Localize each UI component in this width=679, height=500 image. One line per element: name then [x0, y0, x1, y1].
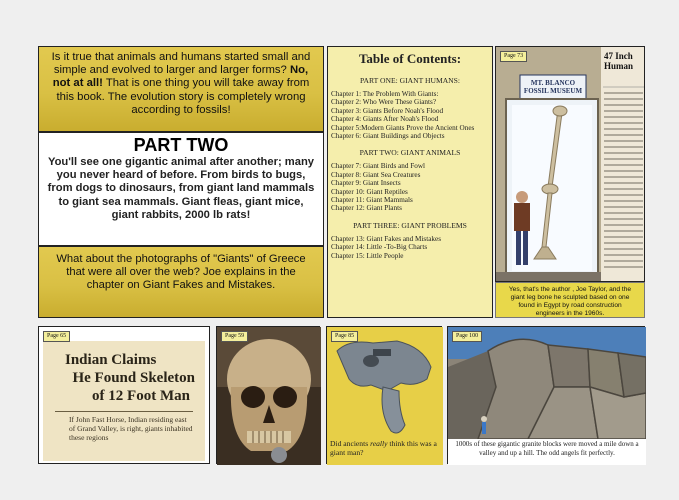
page-tag: Page 65: [43, 331, 70, 342]
granite-caption: 1000s of these gigantic granite blocks were moved a mile down a valley and up a hill. The odd angels fit perfectly.: [455, 440, 639, 457]
toc-chapter: Chapter 10: Giant Reptiles: [331, 187, 408, 196]
skull-photo-panel: [216, 326, 320, 464]
toc-part-one: PART ONE: GIANT HUMANS:: [359, 76, 461, 85]
museum-photo-panel: [495, 46, 645, 282]
caption-part: Did ancients: [330, 439, 371, 448]
part-two-panel: [38, 132, 324, 246]
toc-chapter: Chapter 14: Little -To-Big Charts: [331, 243, 428, 252]
giant-man-panel: [326, 326, 442, 464]
intro-text-2: That is one thing you will take away from this book. The evolution story is completely wrong according to fossils!: [56, 77, 310, 116]
toc-chapter: Chapter 11: Giant Mammals: [331, 196, 413, 205]
toc-chapter: Chapter 15: Little People: [331, 251, 404, 260]
author-caption: [495, 282, 645, 318]
author-caption-text: Yes, that's the author , Joe Taylor, and the giant leg bone he sculpted based on one found in Egypt by road construction engineers in the 1960s.: [508, 286, 632, 317]
toc-part-two: PART TWO: GIANT ANIMALS: [359, 148, 461, 158]
page-tag: Page 85: [331, 331, 358, 342]
giants-greece-panel: [38, 246, 324, 318]
part-two-text: You'll see one gigantic animal after another; many you never heard of before. From birds to bugs, from dogs to dinosaurs, from giant land mammals to giant sea mammals. Giant fleas, giant mice, giant rabbits, 2000 lb rats!: [47, 156, 315, 221]
caption-emphasis: really: [370, 439, 388, 448]
newspaper-clipping: [43, 341, 205, 461]
toc-chapter: Chapter 9: Giant Insects: [331, 179, 401, 188]
clipping-heading: [604, 51, 645, 71]
caption-part: think this was a giant man?: [330, 439, 437, 457]
toc-chapter: Chapter 1: The Problem With Giants:: [331, 90, 439, 98]
toc-chapter: Chapter 2: Who Were These Giants?: [331, 98, 437, 107]
page-tag: Page 100: [452, 331, 482, 342]
granite-blocks-panel: [447, 326, 645, 464]
toc-chapter: Chapter 5:Modern Giants Prove the Ancient Ones: [331, 123, 475, 132]
intro-text: Is it true that animals and humans started small and simple and evolved to larger and larger forms?: [51, 51, 311, 77]
intro-emphasis: No, not at all!: [52, 64, 309, 90]
part-two-heading: PART TWO: [133, 135, 229, 155]
museum-sign-line-1: MT. BLANCO: [530, 79, 576, 87]
toc-chapter: Chapter 6: Giant Buildings and Objects: [331, 132, 445, 141]
headline-line-2: He Found Skeleton: [72, 370, 195, 386]
museum-sign-line-2: FOSSIL MUSEUM: [523, 87, 583, 95]
newspaper-clipping-panel: [38, 326, 210, 464]
toc-chapter: Chapter 12: Giant Plants: [331, 204, 402, 213]
page-tag: Page 73: [500, 51, 527, 62]
giant-man-caption: [330, 439, 440, 457]
page-tag: Page 59: [221, 331, 248, 342]
toc-chapter: Chapter 4: Giants After Noah's Flood: [331, 115, 439, 124]
headline-line-1: Indian Claims: [65, 352, 157, 368]
toc-chapter: Chapter 7: Giant Birds and Fowl: [331, 162, 426, 171]
clipping-headline: [43, 341, 205, 405]
toc-chapter: Chapter 8: Giant Sea Creatures: [331, 170, 421, 179]
giants-greece-text: What about the photographs of "Giants" of Greece that were all over the web? Joe explains in the chapter on Giant Fakes and Mistakes.: [56, 253, 306, 292]
toc-chapter: Chapter 3: Giants Before Noah's Flood: [331, 106, 444, 115]
clipping-heading-line-2: Human: [604, 61, 634, 71]
toc-title: Table of Contents:: [358, 51, 462, 66]
clipping-body: If John Fast Horse, Indian residing east of Grand Valley, is right, giants inhabited these regions: [69, 415, 193, 442]
toc-chapter: Chapter 13: Giant Fakes and Mistakes: [331, 234, 441, 243]
skull-photo: [217, 327, 321, 465]
intro-panel: [38, 46, 324, 132]
table-of-contents: [327, 46, 493, 318]
clipping-heading-line-1: 47 Inch: [604, 51, 633, 61]
headline-line-3: of 12 Foot Man: [92, 388, 190, 404]
museum-sign: [523, 79, 583, 95]
toc-part-three: PART THREE: GIANT PROBLEMS: [353, 220, 467, 230]
